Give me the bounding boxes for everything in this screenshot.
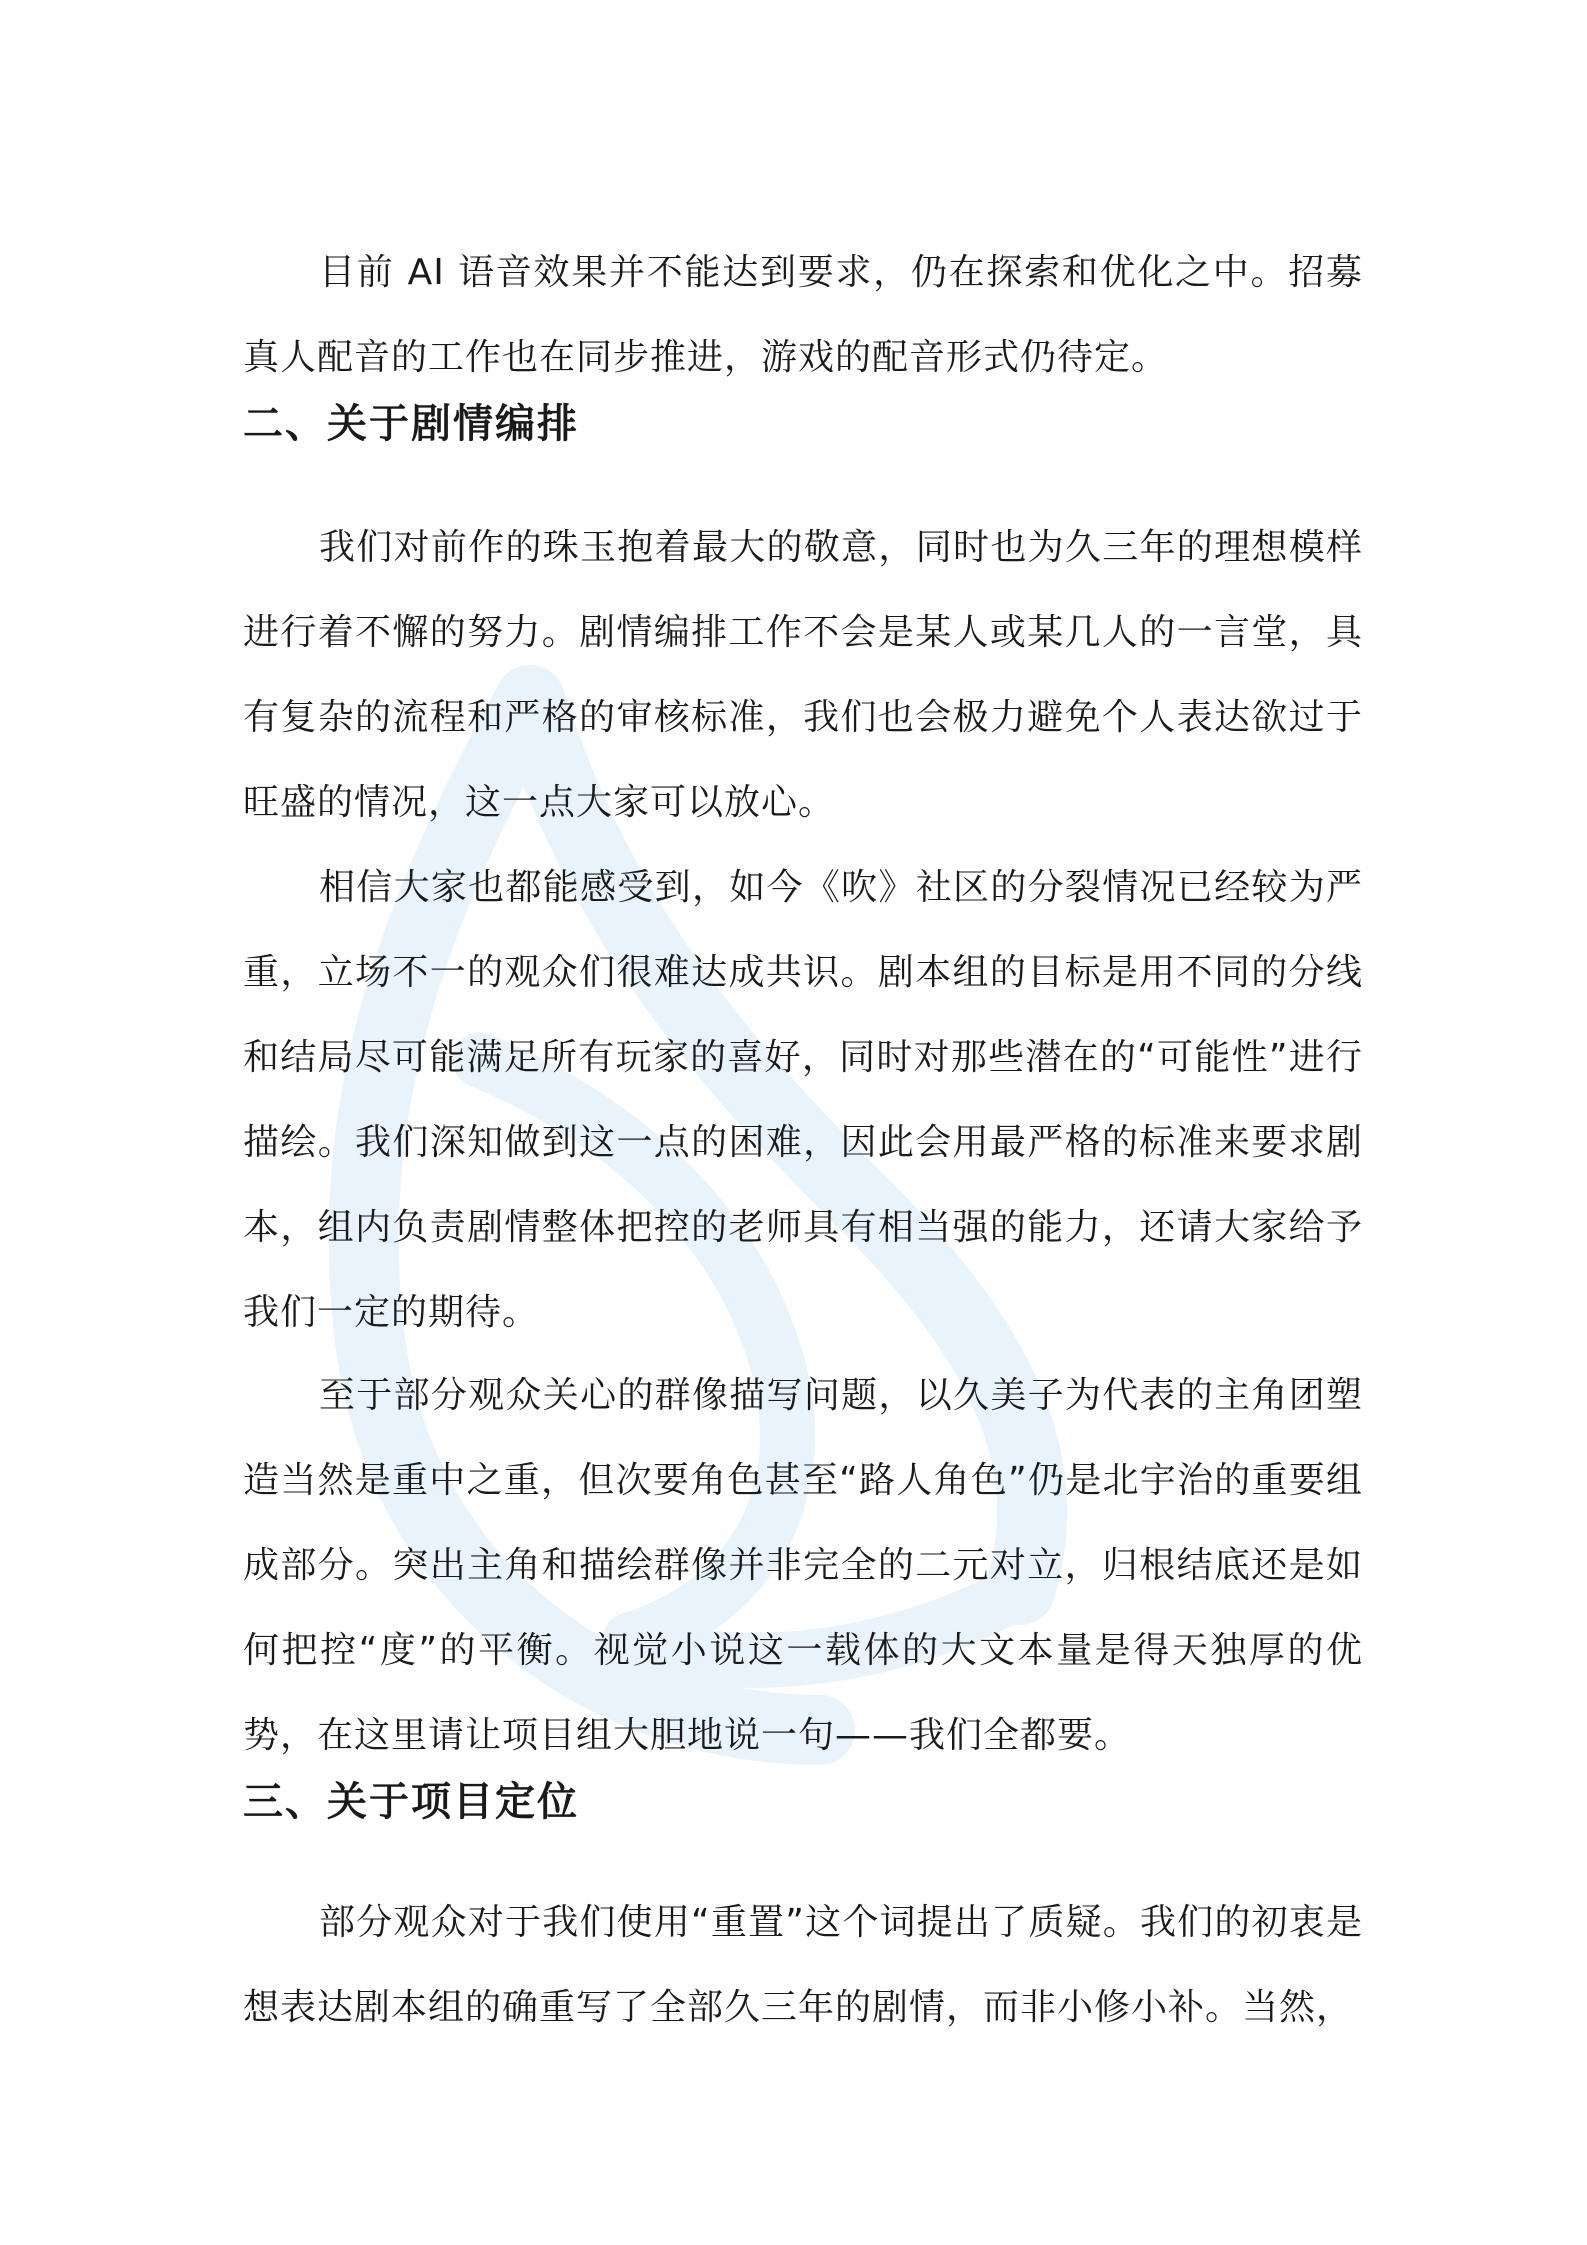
heading-plot-arrangement: 二、关于剧情编排 (243, 401, 579, 447)
paragraph-reset-term: 部分观众对于我们使用“重置”这个词提出了质疑。我们的初衷是想表达剧本组的确重写了全部久三年的剧情，而非小修小补。当然， (243, 1902, 1363, 2028)
paragraph-voice-status: 目前 AI 语音效果并不能达到要求，仍在探索和优化之中。招募真人配音的工作也在同步推进，游戏的配音形式仍待定。 (243, 252, 1363, 378)
paragraph-plot-ensemble: 至于部分观众关心的群像描写问题，以久美子为代表的主角团塑造当然是重中之重，但次要角色甚至“路人角色”仍是北宇治的重要组成部分。突出主角和描绘群像并非完全的二元对立，归根结底还是如何把控“度”的平衡。视觉小说这一载体的大文本量是得天独厚的优势，在这里请让项目组大胆地说一句——我们全都要。 (243, 1375, 1363, 1756)
paragraph-plot-respect: 我们对前作的珠玉抱着最大的敬意，同时也为久三年的理想模样进行着不懈的努力。剧情编排工作不会是某人或某几人的一言堂，具有复杂的流程和严格的审核标准，我们也会极力避免个人表达欲过于旺盛的情况，这一点大家可以放心。 (243, 527, 1363, 823)
paragraph-plot-community: 相信大家也都能感受到，如今《吹》社区的分裂情况已经较为严重，立场不一的观众们很难达成共识。剧本组的目标是用不同的分线和结局尽可能满足所有玩家的喜好，同时对那些潜在的“可能性”进行描绘。我们深知做到这一点的困难，因此会用最严格的标准来要求剧本，组内负责剧情整体把控的老师具有相当强的能力，还请大家给予我们一定的期待。 (243, 867, 1363, 1333)
heading-project-positioning: 三、关于项目定位 (243, 1779, 579, 1825)
